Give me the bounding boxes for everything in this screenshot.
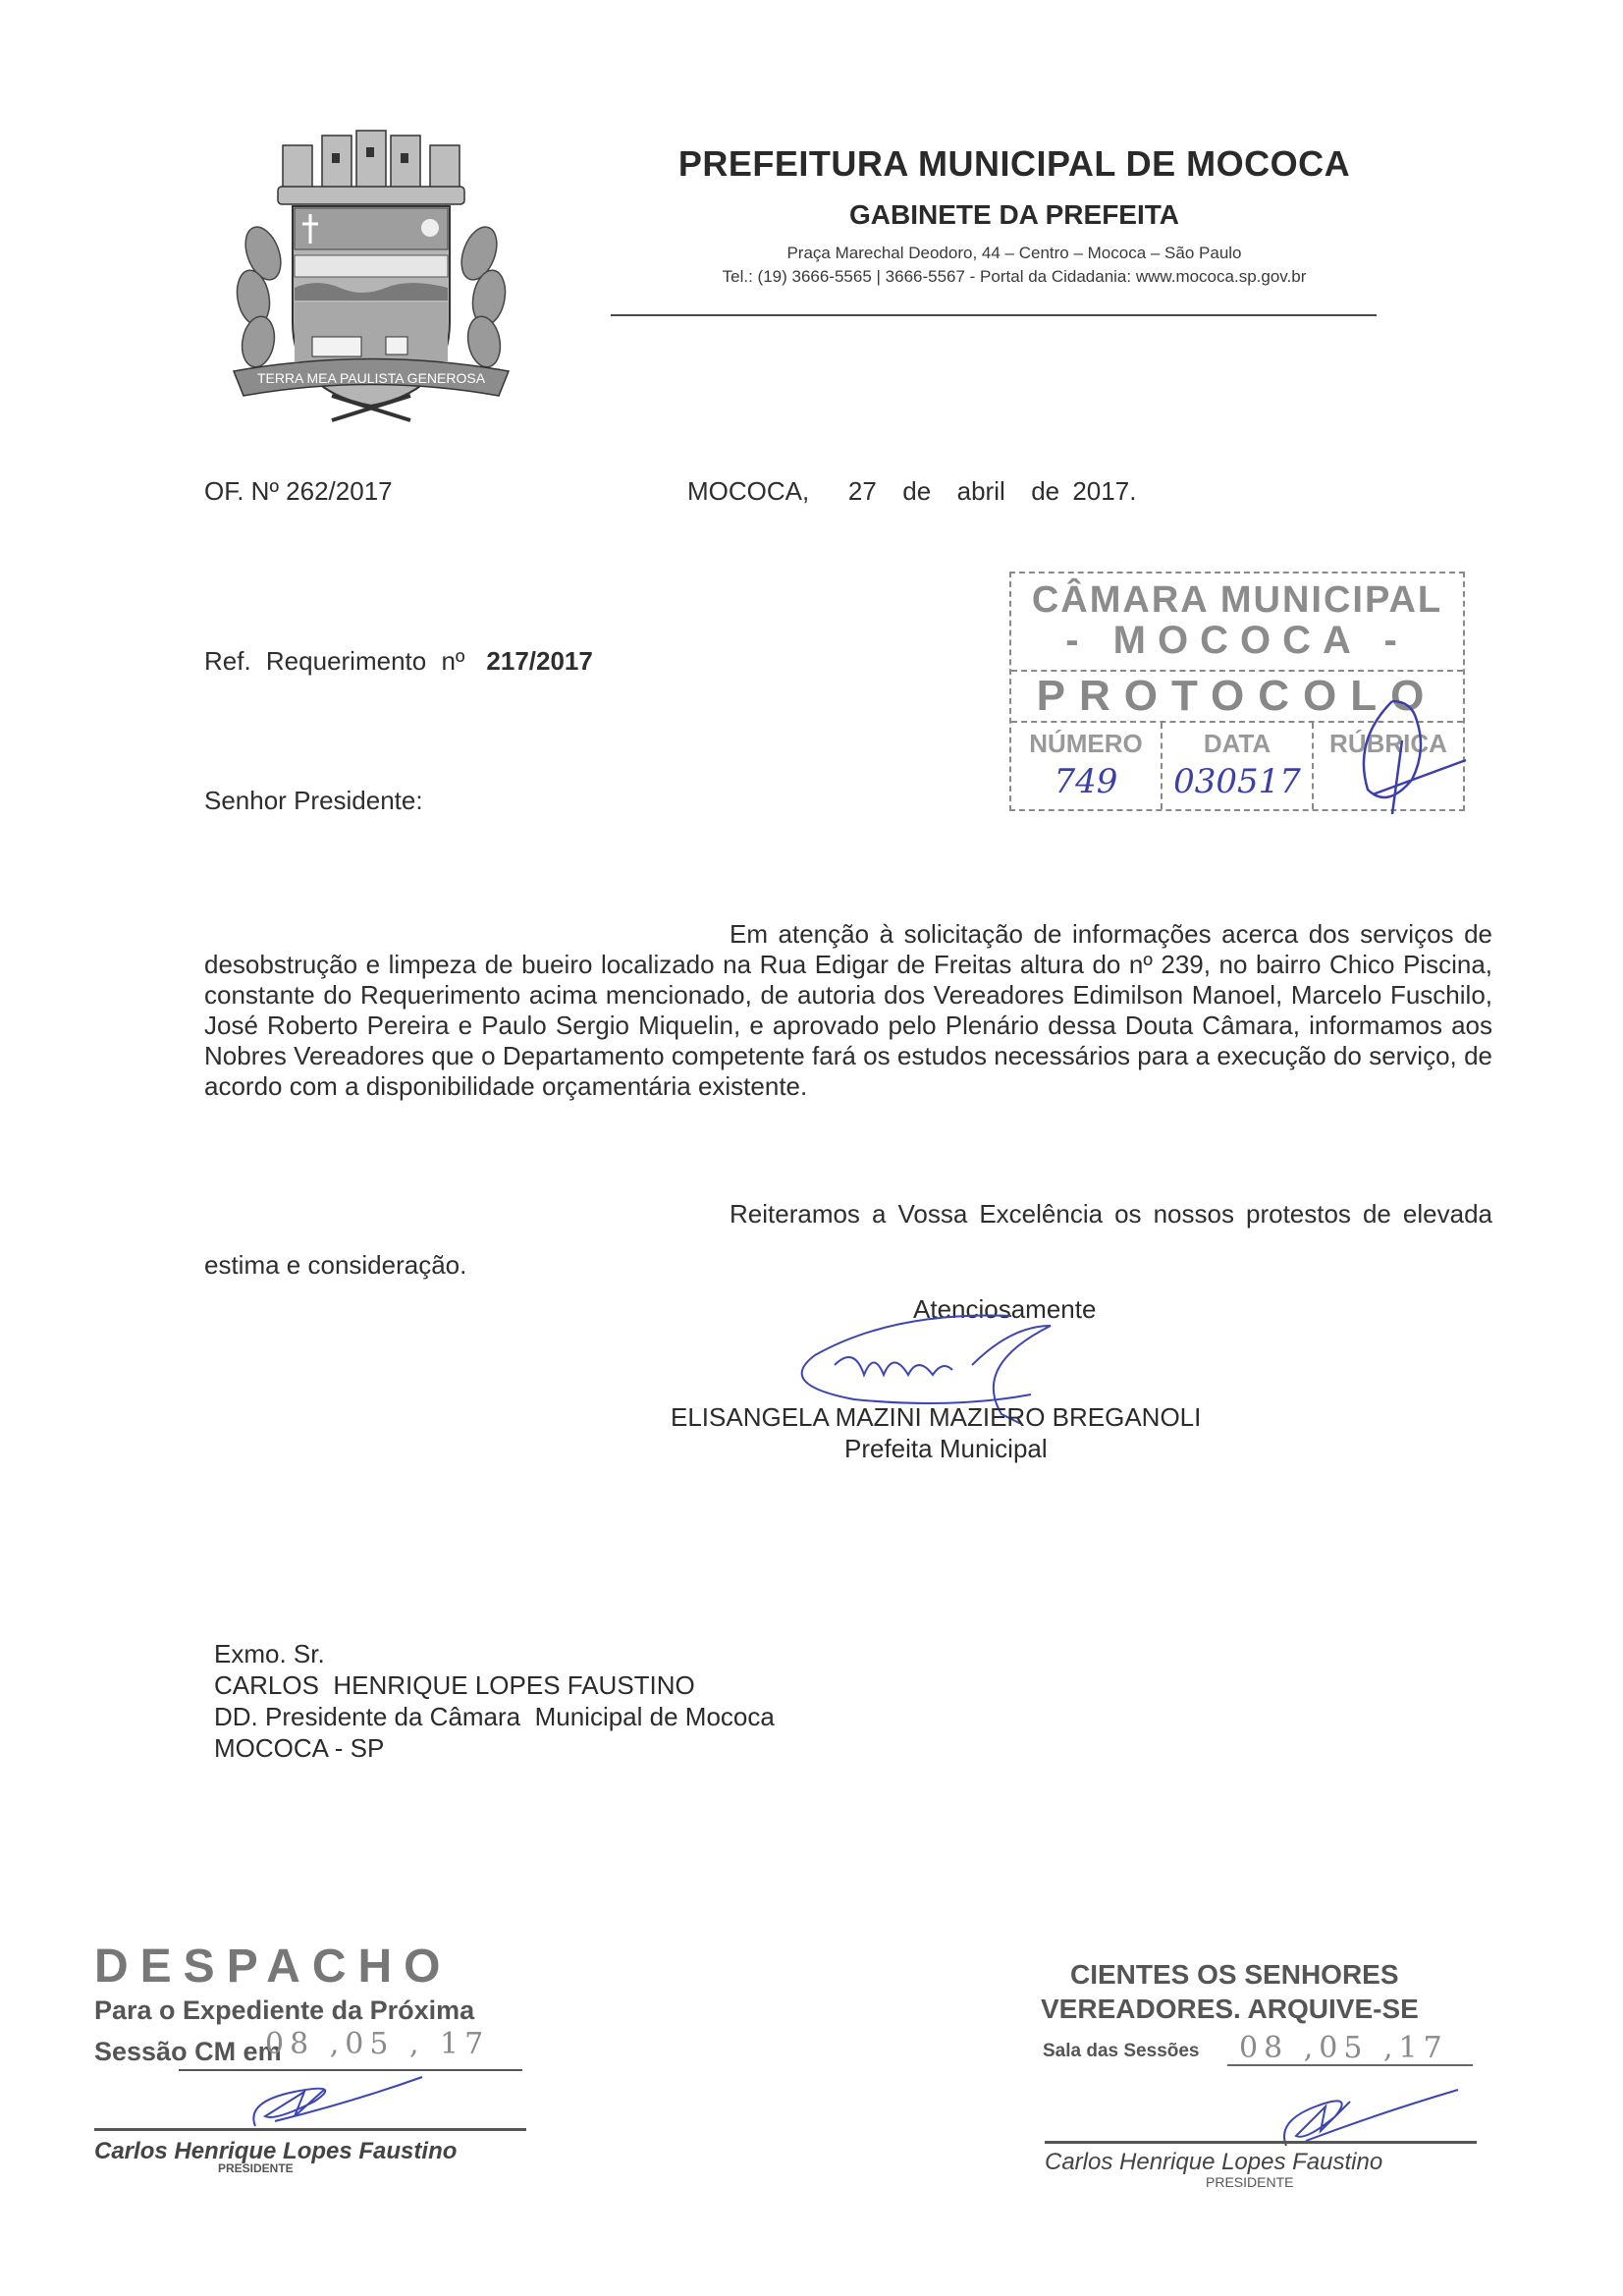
cientes-handwritten-date: 08 ,05 ,17 [1239,2031,1448,2065]
body-paragraph-1: Em atenção à solicitação de informações acerca dos serviços de desobstrução e limpeza de bueiro localizado na Rua Edigar de Freitas altura do nº 239, no bairro Chico Piscina, constante do Requerimento acima mencionado, de autoria dos Vereadores Edimilson Manoel, Marcelo Fuschilo, José Roberto Pereira e Paulo Sergio Miquelin, e aprovado pelo Plenário dessa Douta Câmara, informamos aos Nobres Vereadores que o Departamento competente fará os estudos necessários para a execução do serviço, de acordo com a disponibilidade orçamentária existente. [204,919,1492,1101]
addressee-salutation: Exmo. Sr. [214,1639,325,1668]
stamp-date-cell [1163,723,1314,809]
institution-address: Praça Marechal Deodoro, 44 – Centro – Mococa – São Paulo [786,244,1242,262]
municipal-crest-logo [224,126,518,430]
stamp-rubric-header: RÚBRICA [1329,729,1447,758]
addressee-name: CARLOS HENRIQUE LOPES FAUSTINO [214,1670,695,1700]
office-subtitle: GABINETE DA PREFEITA [848,199,1179,230]
stamp-city: - MOCOCA - [1065,619,1409,662]
reference-line [204,646,593,677]
signer-name: ELISANGELA MAZINI MAZIERO BREGANOLI [671,1402,1202,1432]
president-signature-icon [236,2072,432,2131]
letterhead-divider [611,314,1377,316]
closing-phrase: Atenciosamente [913,1294,1097,1324]
stamp-number-header: NÚMERO [1029,729,1143,758]
despacho-handwritten-date: 08 ,05 , 17 [265,2027,490,2061]
stamp-number-value: 749 [1054,762,1118,801]
despacho-signer-role: PRESIDENTE [218,2161,294,2175]
despacho-stamp-title: DESPACHO [94,1941,453,1993]
protocol-stamp [1009,572,1465,811]
salutation: Senhor Presidente: [204,786,423,815]
reference-label: Ref. Requerimento nº [204,646,465,676]
cientes-stamp-line3: Sala das Sessões [1043,2041,1200,2061]
signer-role: Prefeita Municipal [844,1434,1048,1463]
oficio-number: OF. Nº 262/2017 [204,476,393,506]
institution-title: PREFEITURA MUNICIPAL DE MOCOCA [677,143,1351,184]
stamp-date-value: 030517 [1173,762,1301,801]
cientes-stamp-line2: VEREADORES. ARQUIVE-SE [1041,1994,1419,2024]
stamp-date-header: DATA [1203,729,1271,758]
cientes-signer-role: PRESIDENTE [1206,2174,1294,2190]
despacho-date-underline [179,2069,522,2071]
cientes-stamp-line1: CIENTES OS SENHORES [1070,1959,1399,1990]
addressee-city: MOCOCA - SP [214,1733,385,1763]
body-paragraph-2: Reiteramos a Vossa Excelência os nossos protestos de elevada estima e consideração. [204,1199,1492,1280]
stamp-protocol-label: PROTOCOLO [1011,670,1463,723]
institution-contact: Tel.: (19) 3666-5565 | 3666-5567 - Portal da Cidadania: www.mococa.sp.gov.br [722,267,1307,286]
cientes-signer-name: Carlos Henrique Lopes Faustino [1045,2149,1383,2175]
despacho-signature-line [94,2128,526,2131]
cientes-signature-line [1045,2141,1477,2144]
crest-motto: TERRA MEA PAULISTA GENEROSA [256,370,486,386]
despacho-signer-name: Carlos Henrique Lopes Faustino [94,2138,458,2164]
reference-number: 217/2017 [486,646,593,676]
despacho-stamp-line1: Para o Expediente da Próxima [94,1995,475,2025]
place-date: MOCOCA, 27 de abril de 2017. [687,476,1137,506]
stamp-number-cell [1011,723,1163,809]
addressee-block [214,1638,775,1764]
despacho-stamp-line2: Sessão CM em [94,2037,282,2066]
rubric-signature-icon [1333,682,1471,819]
addressee-title: DD. Presidente da Câmara Municipal de Mococa [214,1702,775,1731]
stamp-chamber-name: CÂMARA MUNICIPAL [1031,579,1443,621]
